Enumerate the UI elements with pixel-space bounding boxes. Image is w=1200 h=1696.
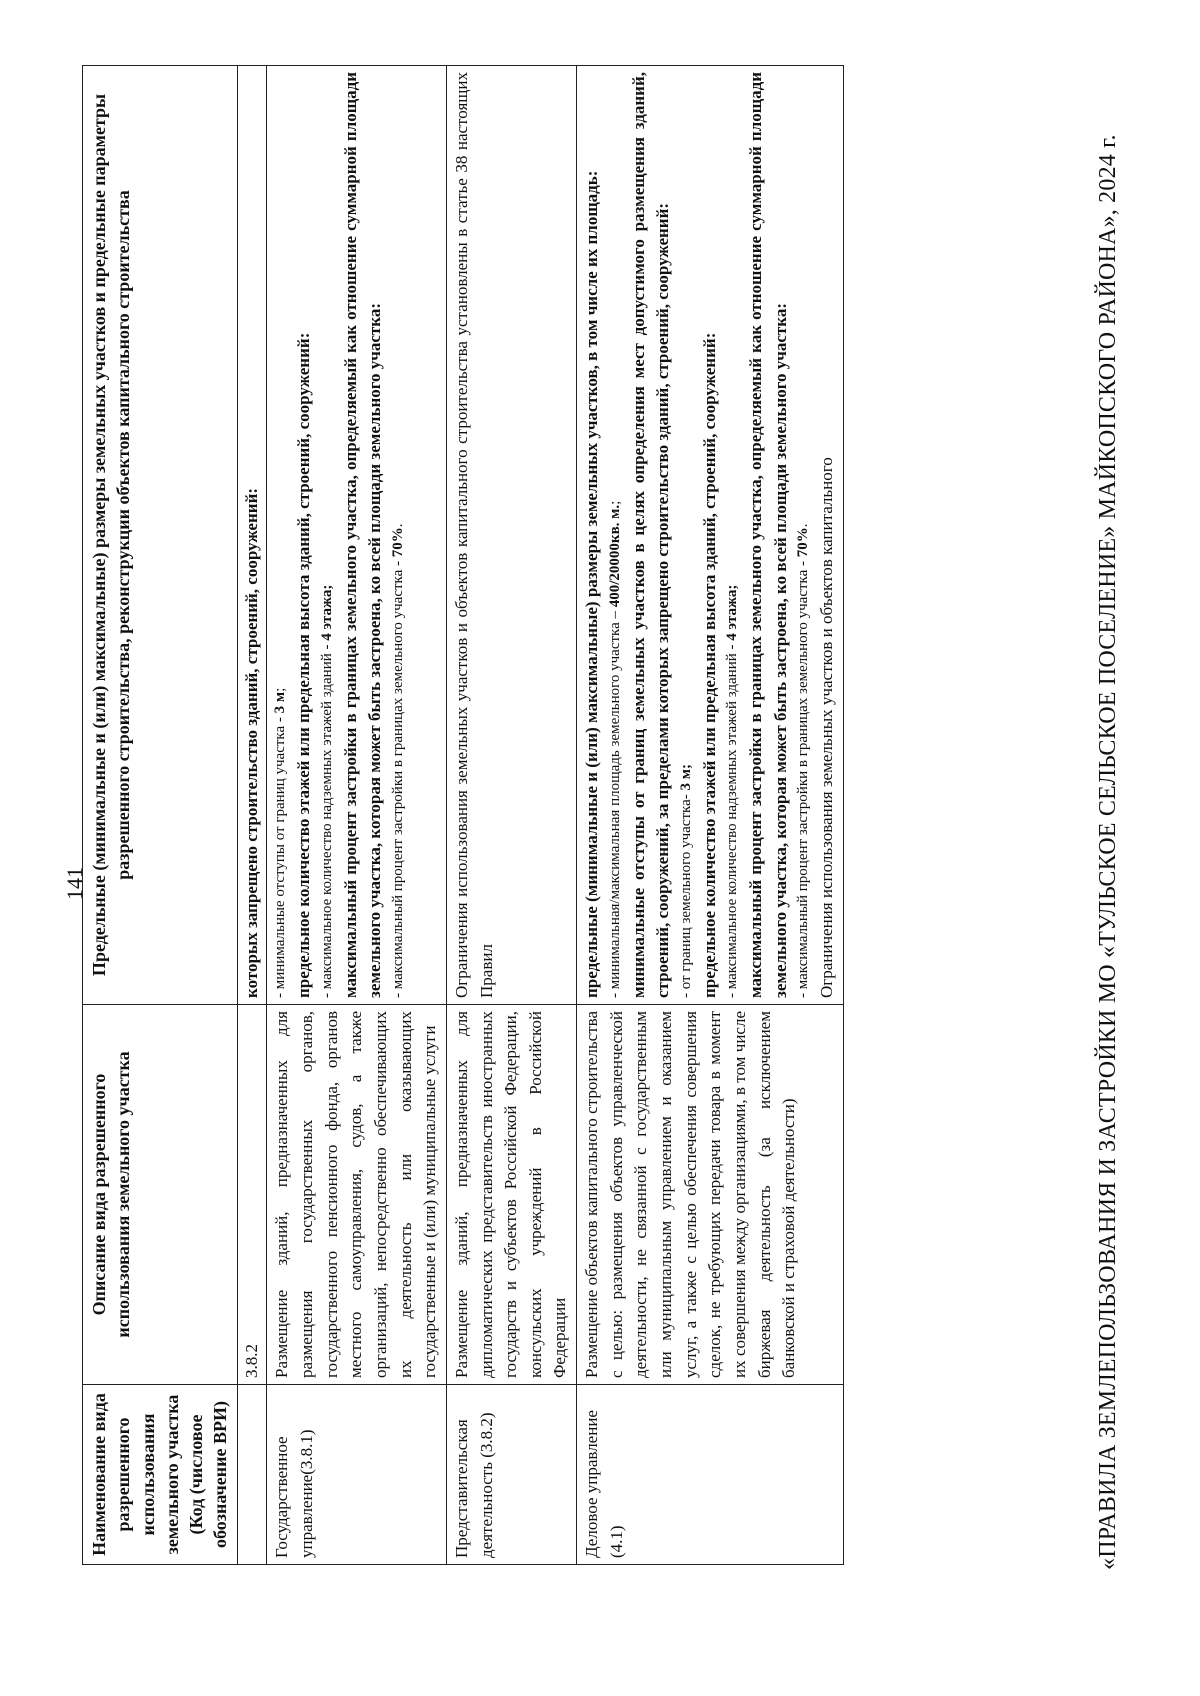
document-footer: «ПРАВИЛА ЗЕМЛЕПОЛЬЗОВАНИЯ И ЗАСТРОЙКИ МО «ТУЛЬСКОЕ СЕЛЬСКОЕ ПОСЕЛЕНИЕ» МАЙКОПСКОГО РАЙОНА», 2024 г. [1095,134,1121,1570]
rotated-page [0,20,1160,1680]
table-header-row [83,66,238,1565]
cell-params-continued: которых запрещено строительство зданий, строений, сооружений: [237,66,267,1005]
table-row [237,66,267,1565]
header-parameters: Предельные (минимальные и (или) максимальные) размеры земельных участков и предельные параметры разрешенного строительства, реконструкции объектов капитального строительства [83,66,238,1005]
cell-code: 3.8.2 [237,1005,267,1385]
table-row [446,66,576,1565]
cell-params: Ограничения использования земельных участков и объектов капитального строительства установлены в статье 38 настоящих Правил [446,66,576,1005]
header-description: Описание вида разрешенного использования земельного участка [83,1005,238,1385]
cell-params: предельные (минимальные и (или) максимальные) размеры земельных участков, в том числе их площадь: - минимальная/максимальная площадь земельного участка – 400/20000кв. м.; минимальные отступы от границ земельных участков в целях определения мест допустимого размещения зданий, строений, сооружений, за пределами которых запрещено строительство зданий, строений, сооружений: - от границ земельного участка- 3 м; предельное количество этажей или предельная высота зданий, строений, сооружений: - максимальное количество надземных этажей зданий - 4 этажа; максимальный процент застройки в границах земельного участка, определяемый как отношение суммарной площади земельного участка, которая может быть застроена, ко всей площади земельного участка: - максимальный процент застройки в границах земельного участка - 70%. Ограничения использования земельных участков и объектов капитального [577,66,843,1005]
cell-name: Государственное управление(3.8.1) [267,1385,446,1565]
land-use-table [82,65,844,1565]
cell-description: Размещение объектов капитального строительства с целью: размещения объектов управленческой деятельности, не связанной с государственным или муниципальным управлением и оказанием услуг, а также с целью обеспечения совершения сделок, не требующих передачи товара в момент их совершения между организациями, в том числе биржевая деятельность (за исключением банковской и страховой деятельности) [577,1005,843,1385]
header-name: Наименование вида разрешенного использования земельного участка (Код (числовое обозначение ВРИ) [83,1385,238,1565]
cell-description: Размещение зданий, предназначенных для размещения государственных органов, государственного пенсионного фонда, органов местного самоуправления, судов, а также организаций, непосредственно обеспечивающих их деятельность или оказывающих государственные и (или) муниципальные услуги [267,1005,446,1385]
cell-description: Размещение зданий, предназначенных для дипломатических представительств иностранных государств и субъектов Российской Федерации, консульских учреждений в Российской Федерации [446,1005,576,1385]
table-row [577,66,843,1565]
cell-params: - минимальные отступы от границ участка - 3 м; предельное количество этажей или предельная высота зданий, строений, сооружений: - максимальное количество надземных этажей зданий - 4 этажа; максимальный процент застройки в границах земельного участка, определяемый как отношение суммарной площади земельного участка, которая может быть застроена, ко всей площади земельного участка: - максимальный процент застройки в границах земельного участка - 70%. [267,66,446,1005]
cell-name: Представительская деятельность (3.8.2) [446,1385,576,1565]
cell-name: Деловое управление (4.1) [577,1385,843,1565]
table-row [267,66,446,1565]
page-number: 141 [62,867,87,900]
cell-empty [237,1385,267,1565]
